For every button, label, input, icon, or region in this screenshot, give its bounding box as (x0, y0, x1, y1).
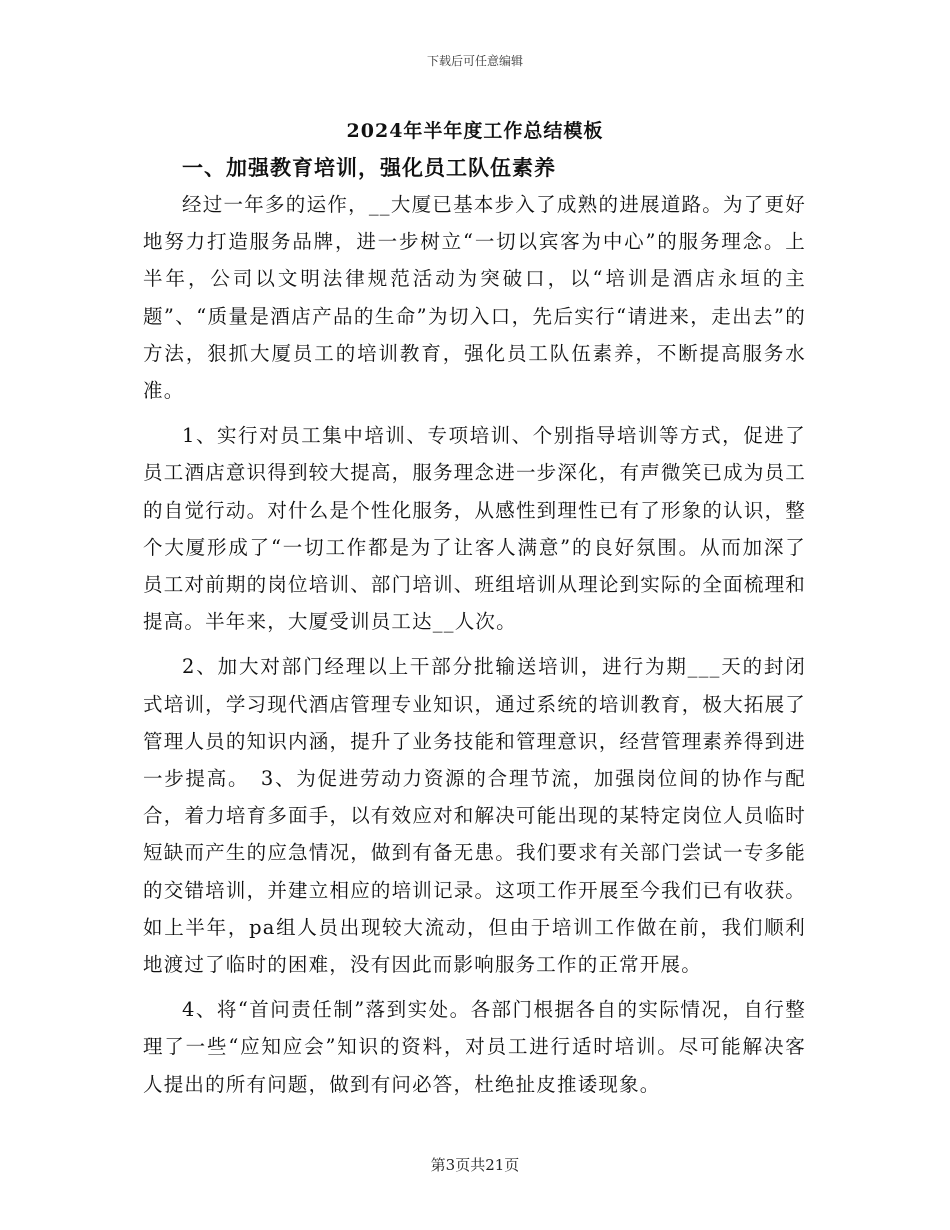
page-footer: 第3页共21页 (430, 1156, 520, 1174)
paragraph-item-4: 4、将“首问责任制”落到实处。各部门根据各自的实际情况，自行整理了一些“应知应会”知识的资料，对员工进行适时培训。尽可能解决客人提出的所有问题，做到有问必答，杜绝扯皮推诿现象。 (143, 998, 806, 1096)
paragraph-item-1: 1、实行对员工集中培训、专项培训、个别指导培训等方式，促进了员工酒店意识得到较大提高，服务理念进一步深化，有声微笑已成为员工的自觉行动。对什么是个性化服务，从感性到理性已有了形象的认识，整个大厦形成了“一切工作都是为了让客人满意”的良好氛围。从而加深了员工对前期的岗位培训、部门培训、班组培训从理论到实际的全面梳理和提高。半年来，大厦受训员工达__人次。 (143, 424, 806, 634)
page-header-note: 下载后可任意编辑 (426, 54, 523, 68)
paragraph-intro: 经过一年多的运作，__大厦已基本步入了成熟的进展道路。为了更好地努力打造服务品牌，进一步树立“一切以宾客为中心”的服务理念。上半年，公司以文明法律规范活动为突破口，以“培训是酒店永垣的主题”、“质量是酒店产品的生命”为切入口，先后实行“请进来，走出去”的方法，狠抓大厦员工的培训教育，强化员工队伍素养，不断提高服务水准。 (143, 193, 806, 403)
document-title: 2024年半年度工作总结模板 (346, 120, 604, 142)
document-body (143, 150, 806, 1103)
paragraph-item-2-3: 2、加大对部门经理以上干部分批输送培训，进行为期___天的封闭式培训，学习现代酒店管理专业知识，通过系统的培训教育，极大拓展了管理人员的知识内涵，提升了业务技能和管理意识，经营管理素养得到进一步提高。 3、为促进劳动力资源的合理节流，加强岗位间的协作与配合，着力培育多面手，以有效应对和解决可能出现的某特定岗位人员临时短缺而产生的应急情况，做到有备无患。我们要求有关部门尝试一专多能的交错培训，并建立相应的培训记录。这项工作开展至今我们已有收获。如上半年，pa组人员出现较大流动，但由于培训工作做在前，我们顺利地渡过了临时的困难，没有因此而影响服务工作的正常开展。 (143, 655, 806, 977)
section-heading: 一、加强教育培训，强化员工队伍素养 (182, 155, 556, 180)
